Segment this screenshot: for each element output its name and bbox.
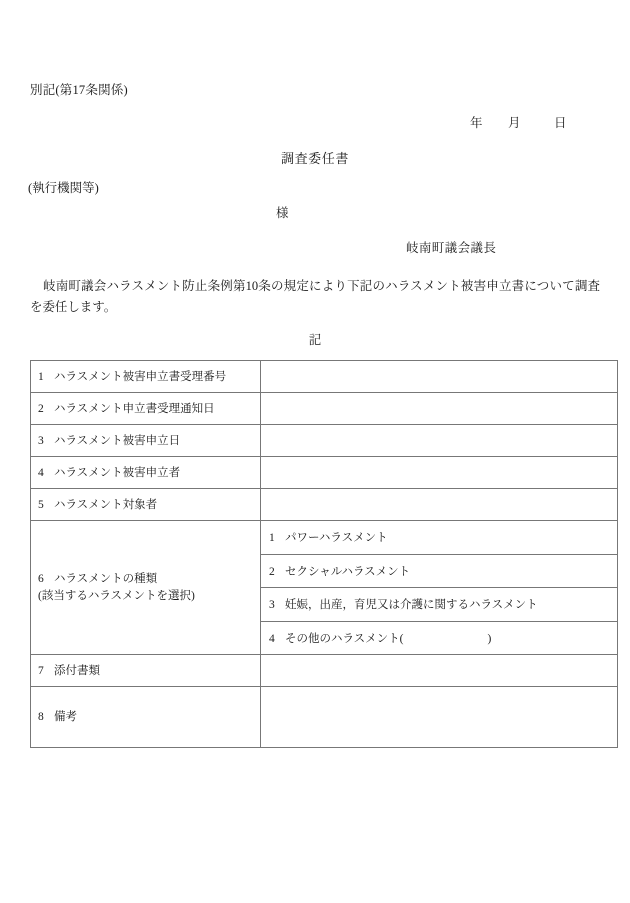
- row-number: 2: [38, 402, 44, 415]
- harassment-investigation-form-table: [30, 360, 618, 748]
- row-number: 1: [38, 370, 44, 383]
- table-row-harassment-kind: [31, 521, 618, 655]
- harassment-kind-label-line1-wrap: [38, 571, 260, 588]
- row-label-cell: [31, 361, 261, 393]
- row-value-cell[interactable]: [261, 393, 618, 425]
- row-label: ハラスメント申立書受理通知日: [54, 402, 215, 415]
- option-label: パワーハラスメント: [285, 532, 388, 545]
- option-label: セクシャルハラスメント: [285, 565, 411, 578]
- harassment-kind-option-cell[interactable]: [261, 588, 617, 622]
- row-label: ハラスメント対象者: [54, 498, 158, 511]
- date-line: [470, 113, 567, 131]
- row-label-cell: [31, 393, 261, 425]
- row-value-cell[interactable]: [261, 687, 618, 748]
- table-row: [31, 393, 618, 425]
- harassment-kind-option-list: [261, 521, 617, 654]
- row-label-cell: [31, 457, 261, 489]
- option-label: 妊娠，出産，育児又は介護に関するハラスメント: [285, 599, 538, 612]
- harassment-kind-option[interactable]: [261, 521, 617, 554]
- row-value-cell[interactable]: [261, 361, 618, 393]
- row-value-cell[interactable]: [261, 457, 618, 489]
- row-label-cell: [31, 489, 261, 521]
- document-body-text: 岐南町議会ハラスメント防止条例第10条の規定により下記のハラスメント被害申立書について調査を委任します。: [30, 279, 600, 314]
- option-number: 4: [269, 632, 275, 645]
- row-value-cell[interactable]: [261, 489, 618, 521]
- row-number: 3: [38, 434, 44, 447]
- harassment-kind-label-line1: ハラスメントの種類: [54, 572, 158, 585]
- issuer-name: 岐南町議会議長: [406, 241, 497, 255]
- table-row: [31, 489, 618, 521]
- row-label-cell: [31, 425, 261, 457]
- row-label-cell: [31, 655, 261, 687]
- date-month-label: 月: [508, 116, 521, 130]
- table-row: [31, 457, 618, 489]
- row-number: 4: [38, 466, 44, 479]
- row-label: 添付書類: [54, 664, 100, 677]
- addressee-honorific: 様: [276, 206, 289, 220]
- row-value-cell[interactable]: [261, 425, 618, 457]
- ki-marker: 記: [308, 333, 322, 347]
- row-number: 8: [38, 711, 44, 723]
- date-day-label: 日: [554, 116, 567, 130]
- option-number: 2: [269, 565, 275, 578]
- document-title: 調査委任書: [280, 151, 349, 166]
- row-label: ハラスメント被害申立日: [54, 434, 181, 447]
- date-year-label: 年: [470, 116, 483, 130]
- row-value-cell[interactable]: [261, 655, 618, 687]
- row-number: 6: [38, 572, 44, 585]
- option-number: 3: [269, 599, 275, 612]
- harassment-kind-option-cell[interactable]: [261, 521, 617, 554]
- option-label-other-prefix: その他のハラスメント(: [285, 632, 404, 645]
- option-label-other-suffix: ): [487, 632, 492, 645]
- table-row: [31, 361, 618, 393]
- row-label-cell: [31, 687, 261, 748]
- harassment-kind-option-cell[interactable]: [261, 554, 617, 588]
- row-number: 5: [38, 498, 44, 511]
- harassment-kind-option[interactable]: [261, 554, 617, 588]
- option-number: 1: [269, 532, 275, 545]
- harassment-kind-options-cell: [261, 521, 618, 655]
- row-label: ハラスメント被害申立者: [54, 466, 181, 479]
- harassment-kind-option-other[interactable]: [261, 621, 617, 654]
- row-label: 備考: [54, 711, 77, 723]
- table-row-attachments: [31, 655, 618, 687]
- row-label: ハラスメント被害申立書受理番号: [54, 370, 227, 383]
- harassment-kind-label-line2: (該当するハラスメントを選択): [38, 589, 195, 602]
- harassment-kind-option-cell[interactable]: [261, 621, 617, 654]
- document-reference-note: 別記(第17条関係): [30, 83, 128, 97]
- harassment-kind-option[interactable]: [261, 588, 617, 622]
- table-row: [31, 425, 618, 457]
- table-row-remarks: [31, 687, 618, 748]
- addressee-organization: (執行機関等): [28, 181, 99, 195]
- row-number: 7: [38, 664, 44, 677]
- harassment-kind-label-cell: [31, 521, 261, 655]
